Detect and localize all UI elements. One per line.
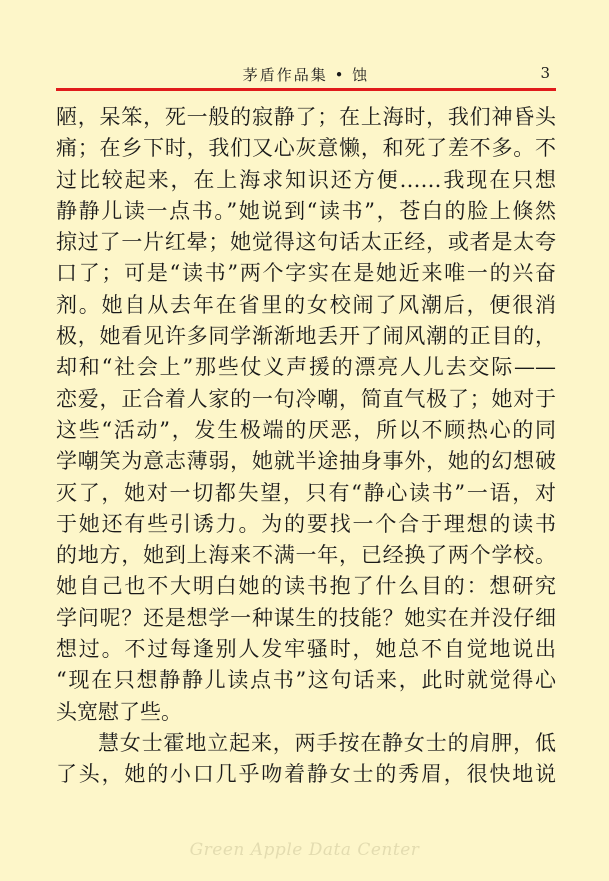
- body-text: [56, 102, 556, 791]
- text-line: 极，她看见许多同学渐渐地丢开了闹风潮的正目的，: [56, 324, 556, 349]
- text-line: 她自己也不大明白她的读书抱了什么目的：想研究: [56, 574, 556, 599]
- text-line: 口了；可是“读书”两个字实在是她近来唯一的兴奋: [56, 261, 556, 286]
- watermark: Green Apple Data Center: [189, 840, 420, 860]
- text-line: 的地方，她到上海来不满一年，已经换了两个学校。: [56, 543, 556, 568]
- text-line: 学嘲笑为意志薄弱，她就半途抽身事外，她的幻想破: [56, 449, 556, 474]
- text-line: 陋，呆笨，死一般的寂静了；在上海时，我们神昏头: [56, 105, 556, 129]
- text-line: 于她还有些引诱力。为的要找一个合于理想的读书: [56, 511, 556, 536]
- text-line: “现在只想静静儿读点书”这句话来，此时就觉得心: [56, 668, 556, 693]
- text-line: 痛；在乡下时，我们又心灰意懒，和死了差不多。不: [56, 136, 556, 161]
- text-line: 掠过了一片红晕；她觉得这句话太正经，或者是太夸: [56, 230, 556, 255]
- text-line: 却和“社会上”那些仗义声援的漂亮人儿去交际——: [56, 355, 556, 380]
- text-line: 剂。她自从去年在省里的女校闹了风潮后，便很消: [56, 292, 556, 317]
- running-title: 茅盾作品集 • 蚀: [242, 66, 370, 84]
- text-line: 学问呢？还是想学一种谋生的技能？她实在并没仔细: [56, 605, 556, 630]
- text-line: 恋爱，正合着人家的一句冷嘲，简直气极了；她对于: [56, 386, 556, 411]
- page-header: [56, 62, 556, 86]
- text-line: 慧女士霍地立起来，两手按在静女士的肩胛，低: [98, 730, 556, 755]
- text-line: 灭了，她对一切都失望，只有“静心读书”一语，对: [56, 480, 556, 505]
- text-line: 了头，她的小口几乎吻着静女士的秀眉，很快地说: [56, 762, 556, 787]
- page-number: 3: [540, 64, 550, 82]
- text-line: 头宽慰了些。: [56, 699, 182, 724]
- text-line: 过比较起来，在上海求知识还方便……我现在只想: [56, 167, 556, 192]
- text-line: 静静儿读一点书。”她说到“读书”，苍白的脸上倏然: [56, 198, 556, 223]
- header-rule: [56, 88, 556, 91]
- text-line: 这些“活动”，发生极端的厌恶，所以不顾热心的同: [56, 417, 556, 442]
- text-line: 想过。不过每逢别人发牢骚时，她总不自觉地说出: [56, 637, 556, 662]
